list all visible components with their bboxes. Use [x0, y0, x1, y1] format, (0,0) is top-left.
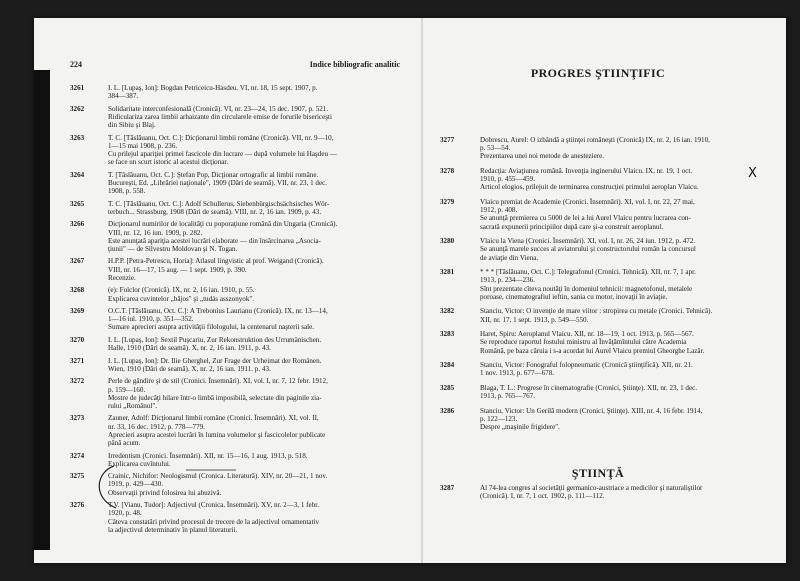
- entry-text: [480, 268, 772, 301]
- entry-line: T. [Tăslăuanu, Oct. C.]: Ştefan Pop, Dicţionar ortografic al limbii române.: [108, 170, 319, 179]
- entry-line: se face un scurt istoric al acestui dicţionar.: [108, 158, 229, 167]
- section-title-progres: PROGRES ŞTIINŢIFIC: [530, 66, 666, 80]
- entry-text: [480, 167, 772, 192]
- entry-line: T.V. [Vianu, Tudor]: Adjectivul (Cronica. Însemnări). XV, nr. 2—3, 1 febr.: [108, 501, 319, 510]
- entry-number: 3282: [440, 307, 455, 316]
- entry-number: 3269: [70, 307, 85, 315]
- entry-number: 3276: [70, 501, 85, 510]
- entry-line: Explicarea cuvîntului.: [108, 459, 171, 468]
- entry-text: [108, 134, 410, 167]
- entry-number: 3283: [440, 330, 455, 339]
- entry-line: (e): Folclor (Cronică). IX, nr. 2, 16 ian. 1910, p. 55.: [108, 286, 255, 295]
- entry-line: 1—16 iul. 1910, p. 351—352.: [108, 315, 194, 324]
- entry-number: 3267: [70, 257, 85, 266]
- running-header-title: Indice bibliografic analitic: [309, 60, 400, 69]
- entry-text: [108, 105, 410, 130]
- section-title-stiinta: ŞTIINŢĂ: [571, 466, 625, 480]
- entry-text: [480, 307, 772, 323]
- entry-text: [108, 286, 410, 302]
- entry-number: 3275: [70, 472, 85, 481]
- entry-line: Câteva constatări privind procesul de trecere de la adjectivul ornamentativ: [108, 517, 319, 526]
- entry-line: VIII, nr. 16—17, 15 aug. — 1 sept. 1909, p. 390.: [108, 265, 247, 274]
- entry-line: Perle de gândire şi de stil (Cronici. Însemnări). XI, vol. I, nr. 7, 12 febr. 1912,: [108, 377, 328, 386]
- entry-line: Dicţionarul numirilor de localităţi cu poporaţiune română din Ungaria (Cronică).: [108, 220, 338, 229]
- entry-number: 3273: [70, 414, 85, 423]
- entry-text: [480, 237, 772, 262]
- entry-line: Stanciu, Victor: O invenţie de mare viitor : stropirea cu metale (Cronici. Tehnică).: [480, 307, 713, 316]
- entry-line: nr. 33, 16 dec. 1912, p. 778—779.: [108, 422, 205, 431]
- entry-text: [480, 198, 772, 231]
- entry-number: 3279: [440, 198, 455, 206]
- entry-line: Este anunţată apariţia acestei lucrări elaborate — din însărcinarea „Asocia-: [108, 236, 321, 245]
- entry-line: Despre „maşinile frigidere".: [480, 423, 560, 432]
- entry-number: 3281: [440, 268, 455, 277]
- entry-line: Explicarea cuvintelor „bâjos" şi „tudás asszonyok".: [108, 294, 255, 303]
- entry-text: [108, 377, 410, 410]
- entry-number: 3262: [70, 104, 85, 113]
- entry-line: Al 74-lea congres al societăţii germanico-austriace a medicilor şi naturaliştilor: [480, 484, 703, 492]
- entry-line: Dobrescu, Aurel: O izbândă a ştiinţei româneşti (Cronică) IX, nr. 2, 16 ian. 1910,: [480, 136, 710, 144]
- entry-line: Wien, 1910 (Dări de seamă). X, nr. 2, 16 ian. 1911. p. 43.: [108, 364, 271, 373]
- entry-line: Articol elogios, prilejuit de terminarea construcţiei primului aeroplan Vlaicu.: [480, 183, 699, 192]
- book-spine-edge: [34, 70, 50, 550]
- entry-line: Crainic, Nichifor: Neologismul (Cronica. Literatură). XIV, nr. 20—21, 1 nov.: [108, 472, 328, 481]
- entry-number: 3278: [440, 167, 455, 175]
- entry-number: 3285: [440, 384, 455, 392]
- entry-line: I. L. [Lupaş, Ion]: Sextil Puşcariu, Zur Rekonstruktion des Urrumänischen.: [108, 335, 322, 344]
- entry-line: 1920, p. 48.: [108, 509, 142, 518]
- entry-line: la adjectivul determinativ în planul literaturii.: [108, 525, 238, 534]
- entry-text: [108, 171, 410, 196]
- entry-line: Se reproduce raportul fostului ministru al Învăţămîntului către Academia: [480, 338, 687, 347]
- entry-line: terbuch... Strassburg, 1908 (Dări de seamă). VIII, nr. 2, 16 ian. 1909, p. 43.: [108, 207, 322, 216]
- entry-line: VIII, nr. 12, 16 iun. 1909, p. 282.: [108, 228, 203, 237]
- entry-line: Sînt prezentate cîteva noutăţi în domeniul tehnicii: magnetofonul, metalele: [480, 284, 693, 293]
- entry-line: Halle, 1910 (Dări de seamă). X, nr. 2, 16 ian. 1911, p. 43.: [108, 344, 272, 353]
- entry-number: 3268: [70, 286, 85, 295]
- entry-line: sacrată expunerii principiilor după care şi-a construit aeroplanul.: [480, 222, 664, 231]
- entry-line: 1912, p. 408.: [480, 206, 518, 215]
- entry-number: 3280: [440, 237, 455, 246]
- entry-line: I. L. [Lupaş, Ion]: Dr. Ilie Gherghel, Zur Frage der Urheimat der Romänen.: [108, 356, 322, 365]
- entry-line: Redacţia: Aviaţiunea română. Invenţia inginerului Vlaicu. IX, nr. 19, 1 oct.: [480, 167, 693, 175]
- page-fold: [421, 18, 423, 563]
- entry-number: 3284: [440, 361, 455, 370]
- entry-line: Stanciu, Victor: Un Gerilă modern (Cronici, Ştiinţe). XIII, nr. 4, 16 febr. 1914,: [480, 406, 703, 415]
- entry-line: Solidaritate interconfesională (Cronică). VI, nr. 23—24, 15 dec. 1907, p. 521.: [108, 104, 329, 113]
- entry-text: [108, 501, 410, 534]
- entry-line: Ridiculariza zarea limbii arhaizante din circularele emise de forurile bisericeşti: [108, 112, 332, 121]
- entry-line: p. 53—54.: [480, 144, 511, 153]
- entry-number: 3266: [70, 220, 85, 229]
- entry-line: până acum.: [108, 439, 141, 447]
- entry-text: [108, 257, 410, 282]
- entry-line: ţiunii" — de Silvestru Moldovan şi N. Togan.: [108, 244, 238, 253]
- entry-text: [480, 136, 772, 161]
- entry-text: [480, 384, 772, 400]
- entry-line: Română, pe baza căruia i s-a acordat lui Aurel Vlaicu premiul Gheorghe Lazăr.: [480, 346, 705, 355]
- entry-line: I. L. [Lupaş, Ion]: Bogdan Petriceicu-Hasdeu. VI, nr. 18, 15 sept. 1907, p.: [108, 84, 318, 92]
- entry-number: 3271: [70, 356, 85, 365]
- entry-text: [480, 361, 772, 377]
- entry-line: Haret, Spiru: Aeroplanul Vlaicu. XII, nr. 18—19, 1 oct. 1913, p. 565—567.: [480, 330, 694, 339]
- entry-line: Observaţii privind folosirea lui abuzivă.: [108, 488, 222, 497]
- entry-text: [108, 357, 410, 373]
- entry-number: 3286: [440, 406, 455, 415]
- entry-line: 1913, p. 765—767.: [480, 392, 535, 401]
- entry-line: Blaga, T. L.: Progrese în cinematografie (Cronici, Ştiinţe). XII, nr. 23, 1 dec.: [480, 384, 698, 392]
- entry-line: Recenzie.: [108, 273, 136, 282]
- entry-line: 1910, p. 455—459.: [480, 175, 535, 184]
- entry-text: [108, 84, 410, 100]
- entry-line: Stanciu, Victor: Fonograful folopneumatic (Cronică ştiinţifică). XII, nr. 21.: [480, 361, 693, 370]
- entry-text: [480, 407, 772, 432]
- entry-text: [480, 330, 772, 355]
- entry-text: [108, 414, 410, 447]
- entry-line: Zauner, Adolf: Dicţionarul limbii române (Cronici. Însemnări). XI, vol. II,: [108, 414, 319, 423]
- entry-line: T. C. [Tăslăuanu, Oct. C.]: Adolf Schullerus, Siebenbürgischsächsisches Wör-: [108, 199, 330, 208]
- entry-line: * * * [Tăslăuanu, Oct. C.]: Telegrafonul (Cronici. Tehnică). XII, nr. 7, 1 apr.: [480, 268, 696, 277]
- entry-number: 3287: [440, 484, 455, 492]
- entry-line: Prezentarea unei noi metode de anesteziere.: [480, 152, 605, 161]
- entry-line: p. 159—160.: [108, 385, 146, 394]
- entry-number: 3263: [70, 133, 85, 142]
- entry-line: H.P.P. [Petra-Petrescu, Horia]: Atlasul lingvistic al prof. Weigand (Cronică).: [108, 257, 324, 266]
- entry-number: 3264: [70, 170, 85, 179]
- entry-number: 3272: [70, 377, 85, 386]
- entry-text: [108, 452, 410, 468]
- entry-text: [108, 472, 410, 497]
- entry-line: Mostre de judecăţi hilare într-o limbă imposibilă, selectate din paginile zia-: [108, 393, 322, 402]
- entry-line: Cu prilejul apariţiei primei fascicole din lucrare — după volumele lui Haşdeu —: [108, 150, 337, 158]
- entry-line: T. C. [Tăslăuanu, Oct. C.]: Dicţionarul limbii române (Cronică). VII, nr. 9—10,: [108, 133, 334, 142]
- entry-line: Sumare aprecieri asupra activităţii filologului, la centenarul naşterii sale.: [108, 323, 315, 332]
- entry-number: 3274: [70, 451, 85, 460]
- entry-line: 1908, p. 558.: [108, 187, 146, 196]
- entry-line: 1919, p. 429—430.: [108, 480, 163, 489]
- entry-line: Vlaicu la Viena (Cronici. Însemnări). XI, vol. I, nr. 26, 24 iun. 1912, p. 472.: [480, 237, 696, 246]
- entry-text: [108, 336, 410, 352]
- entry-text: [108, 200, 410, 216]
- entry-line: poroase, cinematografiul ieftin, sania cu motor, inovaţii în aviaţie.: [480, 292, 668, 301]
- entry-line: rului „Românul".: [108, 401, 157, 410]
- entry-line: XII, nr. 17, 1 sept. 1913, p. 549—550.: [480, 315, 589, 324]
- handwritten-x-mark: X: [748, 166, 757, 181]
- entry-line: Irredentism (Cronici. Însemnări). XII, nr. 15—16, 1 aug. 1913, p. 518.: [108, 451, 308, 460]
- entry-line: din Sibiu şi Blaj.: [108, 121, 156, 130]
- entry-number: 3265: [70, 199, 85, 208]
- entry-text: [480, 484, 772, 500]
- entry-number: 3270: [70, 335, 85, 344]
- entry-line: Aprecieri asupra acestei lucrări în lumina volumelor şi fascicolelor publicate: [108, 430, 326, 439]
- entry-line: 1 nov. 1913, p. 677—678.: [480, 369, 555, 378]
- entry-number: 3277: [440, 136, 455, 144]
- entry-line: 384—387.: [108, 92, 139, 101]
- entry-text: [108, 307, 410, 332]
- entry-line: p. 122—123.: [480, 415, 518, 423]
- entry-line: 1913, p. 234—236.: [480, 276, 535, 285]
- entry-line: de aviaţie din Viena.: [480, 253, 539, 262]
- entry-number: 3261: [70, 84, 85, 92]
- page-number: 224: [70, 60, 82, 69]
- entry-line: Vlaicu premiat de Academie (Cronici. Însemnări). XI, vol. I, nr. 22, 27 mai,: [480, 198, 695, 206]
- entry-line: Bucureşti, Ed. „Librăriei naţionale", 1909 (Dări de seamă). VII, nr. 23, 1 dec.: [108, 178, 328, 187]
- entry-line: O.C.T. [Tăslăuanu, Oct. C.]: A Trebonius Laurianu (Cronică). IX, nr. 13—14,: [108, 307, 328, 315]
- entry-text: [108, 220, 410, 253]
- entry-line: Se anunţă premierea cu 5000 de lei a lui Aurel Vlaicu pentru lucrarea con-: [480, 214, 691, 223]
- entry-line: 1—15 mai 1908, p. 236.: [108, 141, 178, 150]
- entry-line: Se anunţă marele succes al aviatorului şi constructorului român la concursul: [480, 245, 696, 254]
- entry-line: (Cronică). I, nr. 7, 1 oct. 1902, p. 111—112.: [480, 492, 605, 501]
